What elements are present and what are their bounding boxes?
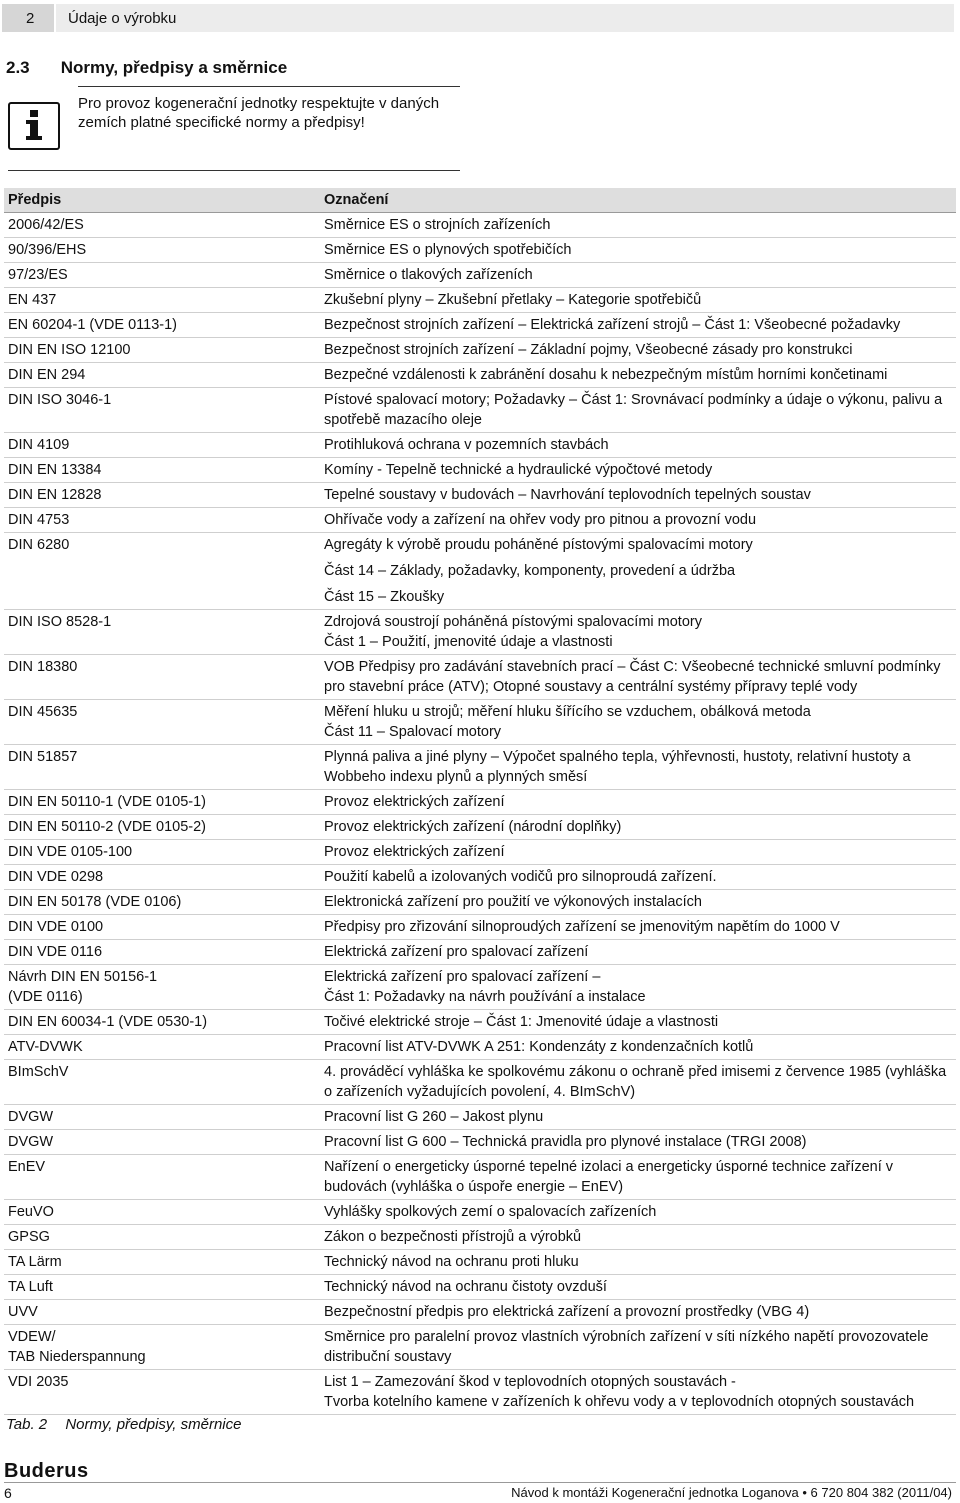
regulation-description: Bezpečnostní předpis pro elektrická zařízení a provozní prostředky (VBG 4) [324,1304,810,1320]
regulation-description: Bezpečné vzdálenosti k zabránění dosahu k nebezpečným místům horními končetinami [324,367,888,383]
regulation-description: Vyhlášky spolkových zemí o spalovacích zařízeních [324,1204,657,1220]
regulation-code-cell [4,790,320,815]
regulation-description: Část 15 – Zkoušky [324,589,445,605]
regulation-code: DIN 6280 [8,537,70,553]
regulation-description: Pracovní list ATV-DVWK A 251: Kondenzáty z kondenzačních kotlů [324,1039,754,1055]
regulation-description: Ohřívače vody a zařízení na ohřev vody pro pitnou a provozní vodu [324,512,757,528]
regulation-code: 90/396/EHS [8,242,87,258]
regulation-code-cell [4,1130,320,1155]
regulation-code-cell [4,483,320,508]
regulation-code: EN 437 [8,292,57,308]
table-row [4,458,956,483]
regulation-description: Část 14 – Základy, požadavky, komponenty, provedení a údržba [324,563,736,579]
regulation-code-cell [4,533,320,610]
regulation-description-cell [320,1250,956,1275]
brand-logo: Buderus [4,1460,89,1482]
regulation-code: DIN EN 50178 (VDE 0106) [8,894,182,910]
regulation-description: Provoz elektrických zařízení [324,844,505,860]
regulation-code: (VDE 0116) [8,989,83,1005]
info-note [8,86,460,170]
regulation-code-cell [4,363,320,388]
table-row [4,940,956,965]
regulation-code-cell [4,1275,320,1300]
regulation-code-cell [4,313,320,338]
regulation-description: Zkušební plyny – Zkušební přetlaky – Kategorie spotřebičů [324,292,702,308]
regulation-description-cell [320,790,956,815]
regulation-code: DIN EN 12828 [8,487,102,503]
table-row [4,1155,956,1200]
table-row [4,263,956,288]
regulation-code: DIN VDE 0116 [8,944,103,960]
table-row [4,483,956,508]
regulation-description: Bezpečnost strojních zařízení – Základní pojmy, Všeobecné zásady pro konstrukci [324,342,853,358]
regulation-description: Zákon o bezpečnosti přístrojů a výrobků [324,1229,582,1245]
regulation-description: Bezpečnost strojních zařízení – Elektrická zařízení strojů – Část 1: Všeobecné požadavky [324,317,901,333]
table-row [4,1200,956,1225]
regulation-description: Tepelné soustavy v budovách – Navrhování teplovodních tepelných soustav [324,487,811,503]
regulation-code: DVGW [8,1109,54,1125]
regulation-description: Plynná paliva a jiné plyny – Výpočet spalného tepla, výhřevnosti, hustoty, relativní hustoty a Wobbeho indexu plynů a plynných směsí [324,749,911,785]
regulation-code-cell [4,1105,320,1130]
regulation-code-cell [4,745,320,790]
regulation-code: DIN ISO 8528-1 [8,614,112,630]
regulation-code: UVV [8,1304,38,1320]
table-body [4,213,956,1415]
regulation-description: Protihluková ochrana v pozemních stavbách [324,437,609,453]
regulation-code-cell [4,700,320,745]
table-row [4,840,956,865]
regulation-description-cell [320,288,956,313]
caption-label: Tab. 2 [6,1416,48,1433]
table-row [4,1010,956,1035]
regulation-description-cell [320,1370,956,1415]
regulation-description: Technický návod na ochranu proti hluku [324,1254,579,1270]
regulation-description-cell [320,508,956,533]
table-row [4,915,956,940]
regulation-description-cell [320,433,956,458]
regulation-code: DIN EN 60034-1 (VDE 0530-1) [8,1014,208,1030]
regulation-code-cell [4,815,320,840]
table-row [4,965,956,1010]
regulation-description-cell [320,213,956,238]
table-row [4,745,956,790]
footer-document-info: Návod k montáži Kogenerační jednotka Loganova • 6 720 804 382 (2011/04) [511,1485,952,1500]
regulation-code: DIN 4109 [8,437,70,453]
regulation-code-cell [4,338,320,363]
table-row [4,363,956,388]
regulation-description-cell [320,1010,956,1035]
info-text: Pro provoz kogenerační jednotky respektujte v daných zemích platné specifické normy a předpisy! [78,95,440,131]
regulation-code-cell [4,1370,320,1415]
regulation-description-cell [320,263,956,288]
regulation-description-cell [320,745,956,790]
regulation-code-cell [4,288,320,313]
regulation-code-cell [4,263,320,288]
regulation-code-cell [4,458,320,483]
regulation-description-cell [320,1225,956,1250]
regulation-code: 2006/42/ES [8,217,84,233]
chapter-header [2,4,954,32]
regulation-description: Točivé elektrické stroje – Část 1: Jmenovité údaje a vlastnosti [324,1014,719,1030]
chapter-number: 2 [2,4,54,32]
table-row [4,1370,956,1415]
column-header-description: Označení [320,188,956,213]
regulation-description: Pracovní list G 600 – Technická pravidla pro plynové instalace (TRGI 2008) [324,1134,807,1150]
regulation-code: EN 60204-1 (VDE 0113-1) [8,317,177,333]
regulation-code-cell [4,1225,320,1250]
regulation-description-cell [320,940,956,965]
regulation-code-cell [4,655,320,700]
regulation-code-cell [4,1010,320,1035]
table-row [4,1250,956,1275]
regulation-description-cell [320,363,956,388]
table-row [4,338,956,363]
regulation-description-cell [320,700,956,745]
regulation-description-cell [320,1155,956,1200]
regulation-description: Předpisy pro zřizování silnoproudých zařízení se jmenovitým napětím do 1000 V [324,919,840,935]
regulation-code-cell [4,610,320,655]
regulation-code: FeuVO [8,1204,54,1220]
regulation-description: Část 1 – Použití, jmenovité údaje a vlastnosti [324,634,613,650]
regulation-description: Zdrojová soustrojí poháněná pístovými spalovacími motory [324,614,702,630]
caption-text: Normy, předpisy, směrnice [65,1416,242,1433]
regulation-description-cell [320,533,956,610]
table-row [4,213,956,238]
regulation-code-cell [4,508,320,533]
table-row [4,790,956,815]
regulation-code: DIN VDE 0298 [8,869,104,885]
regulation-description: Tvorba kotelního kamene v zařízeních k ohřevu vody a v teplovodních otopných soustavách [324,1394,915,1410]
regulation-code: TAB Niederspannung [8,1349,146,1365]
regulation-description: Provoz elektrických zařízení (národní doplňky) [324,819,622,835]
regulation-code: DIN VDE 0105-100 [8,844,133,860]
regulation-code-cell [4,965,320,1010]
regulation-code: DIN 45635 [8,704,78,720]
regulation-description-cell [320,1060,956,1105]
regulation-description-cell [320,965,956,1010]
regulation-code: DVGW [8,1134,54,1150]
regulation-code: DIN EN ISO 12100 [8,342,131,358]
regulation-description-cell [320,1300,956,1325]
regulation-description: Směrnice ES o plynových spotřebičích [324,242,572,258]
regulation-description-cell [320,815,956,840]
regulation-description: VOB Předpisy pro zadávání stavebních prací – Část C: Všeobecné technické smluvní podmínky pro stavební práce (ATV); Otopné soustavy a centrální systémy přípravy teplé vody [324,659,941,695]
divider [4,1482,956,1483]
regulation-code: DIN 18380 [8,659,78,675]
divider [8,170,460,171]
norms-table [4,188,956,1415]
regulation-description-cell [320,1200,956,1225]
table-row [4,533,956,610]
regulation-code-cell [4,940,320,965]
regulation-description: Měření hluku u strojů; měření hluku šířícího se vzduchem, obálková metoda [324,704,811,720]
section-title: Normy, předpisy a směrnice [60,58,288,77]
regulation-code-cell [4,840,320,865]
regulation-code: DIN EN 50110-2 (VDE 0105-2) [8,819,206,835]
regulation-code-cell [4,1300,320,1325]
regulation-code: VDEW/ [8,1329,56,1345]
regulation-description: Technický návod na ochranu čistoty ovzduší [324,1279,607,1295]
chapter-title: Údaje o výrobku [56,4,954,32]
regulation-description-cell [320,388,956,433]
table-row [4,700,956,745]
table-row [4,655,956,700]
divider [78,86,460,87]
regulation-code-cell [4,1200,320,1225]
table-caption [6,1416,241,1433]
regulation-description-cell [320,483,956,508]
table-row [4,890,956,915]
regulation-code-cell [4,1155,320,1200]
regulation-description-cell [320,610,956,655]
column-header-code: Předpis [4,188,320,213]
regulation-description: Elektronická zařízení pro použití ve výkonových instalacích [324,894,702,910]
regulation-code: 97/23/ES [8,267,68,283]
regulation-description: Směrnice pro paralelní provoz vlastních výrobních zařízení v síti nízkého napětí provozovatele distribuční soustavy [324,1329,929,1365]
table-row [4,1275,956,1300]
regulation-description-cell [320,865,956,890]
table-row [4,388,956,433]
table-row [4,815,956,840]
regulation-code: Návrh DIN EN 50156-1 [8,969,158,985]
regulation-description: Část 1: Požadavky na návrh používání a instalace [324,989,646,1005]
regulation-code-cell [4,433,320,458]
page-number: 6 [4,1485,12,1501]
regulation-description-cell [320,915,956,940]
regulation-code-cell [4,865,320,890]
regulation-code-cell [4,1035,320,1060]
regulation-description: Směrnice ES o strojních zařízeních [324,217,551,233]
regulation-code: EnEV [8,1159,46,1175]
regulation-code: DIN EN 294 [8,367,86,383]
table-row [4,610,956,655]
section-number: 2.3 [6,58,30,77]
regulation-description-cell [320,1035,956,1060]
regulation-code-cell [4,890,320,915]
regulation-code: DIN EN 13384 [8,462,102,478]
regulation-description: Elektrická zařízení pro spalovací zařízení [324,944,589,960]
table-row [4,433,956,458]
regulation-description-cell [320,1130,956,1155]
regulation-code-cell [4,1325,320,1370]
regulation-description-cell [320,458,956,483]
regulation-code-cell [4,213,320,238]
regulation-code: GPSG [8,1229,50,1245]
section-heading [6,58,287,78]
regulation-code: DIN VDE 0100 [8,919,104,935]
regulation-description-cell [320,238,956,263]
table-row [4,1130,956,1155]
table-row [4,1035,956,1060]
regulation-description: 4. prováděcí vyhláška ke spolkovému zákonu o ochraně před imisemi z července 1985 (vyhláška o zařízeních vyžadujících povolení, 4. BImSchV) [324,1064,947,1100]
regulation-code: TA Lärm [8,1254,62,1270]
regulation-code: DIN 51857 [8,749,78,765]
regulation-code-cell [4,1250,320,1275]
regulation-description-cell [320,1105,956,1130]
regulation-description: Pístové spalovací motory; Požadavky – Část 1: Srovnávací podmínky a údaje o výkonu, palivu a spotřebě mazacího oleje [324,392,943,428]
regulation-description-cell [320,313,956,338]
regulation-code: DIN 4753 [8,512,70,528]
regulation-code: DIN ISO 3046-1 [8,392,112,408]
regulation-description-cell [320,1275,956,1300]
regulation-code: VDI 2035 [8,1374,69,1390]
regulation-description: Komíny - Tepelně technické a hydraulické výpočtové metody [324,462,713,478]
table-header-row [4,188,956,213]
regulation-description: Agregáty k výrobě proudu poháněné pístovými spalovacími motory [324,537,753,553]
regulation-code-cell [4,388,320,433]
info-icon [8,102,60,150]
table-row [4,865,956,890]
table-row [4,1300,956,1325]
table-row [4,1325,956,1370]
regulation-description-cell [320,890,956,915]
regulation-description-cell [320,655,956,700]
regulation-description: Pracovní list G 260 – Jakost plynu [324,1109,544,1125]
table-row [4,1060,956,1105]
table-row [4,1225,956,1250]
regulation-description: Elektrická zařízení pro spalovací zařízení – [324,969,601,985]
regulation-code-cell [4,915,320,940]
regulation-description: Část 11 – Spalovací motory [324,724,502,740]
regulation-code: TA Luft [8,1279,53,1295]
regulation-code: BImSchV [8,1064,69,1080]
regulation-code: ATV-DVWK [8,1039,83,1055]
regulation-description: Provoz elektrických zařízení [324,794,505,810]
regulation-code-cell [4,1060,320,1105]
regulation-description: List 1 – Zamezování škod v teplovodních otopných soustavách - [324,1374,736,1390]
table-row [4,288,956,313]
regulation-description: Směrnice o tlakových zařízeních [324,267,533,283]
regulation-code-cell [4,238,320,263]
regulation-description: Použití kabelů a izolovaných vodičů pro silnoproudá zařízení. [324,869,717,885]
table-row [4,313,956,338]
regulation-code: DIN EN 50110-1 (VDE 0105-1) [8,794,206,810]
regulation-description-cell [320,1325,956,1370]
regulation-description: Nařízení o energeticky úsporné tepelné izolaci a energeticky úsporné technice zařízení v budovách (vyhláška o úspoře energie – EnEV) [324,1159,894,1195]
table-row [4,1105,956,1130]
table-row [4,508,956,533]
regulation-description-cell [320,840,956,865]
table-row [4,238,956,263]
regulation-description-cell [320,338,956,363]
